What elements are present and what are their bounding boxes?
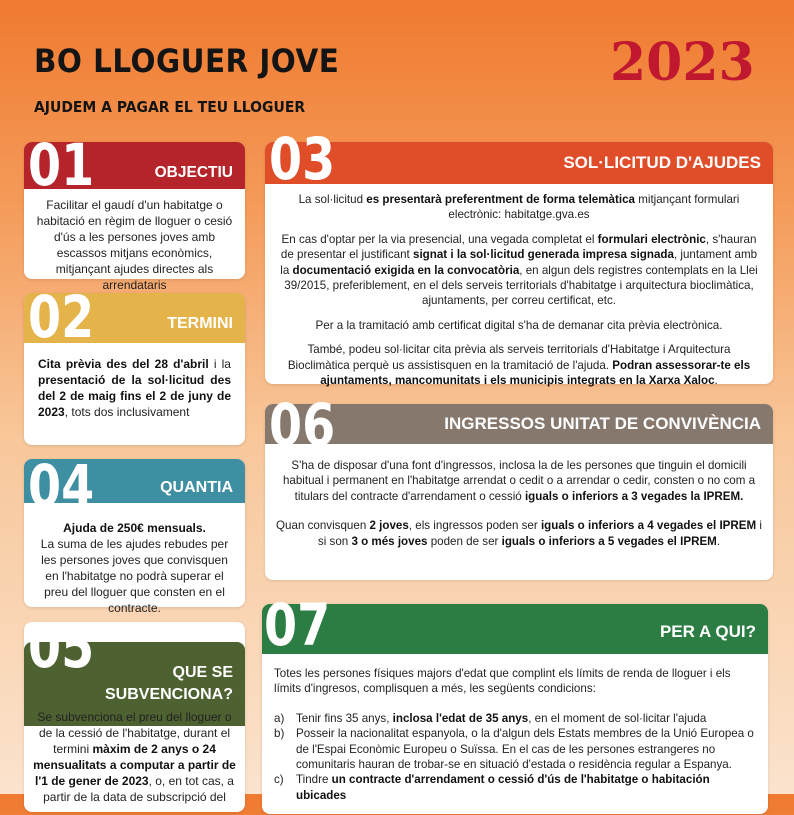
- list-item: [274, 711, 754, 726]
- list-item-text: Tindre un contracte d'arrendament o cessió d'ús de l'habitatge o habitación ubicades: [296, 773, 710, 802]
- list-item-text: Tenir fins 35 anys, inclosa l'edat de 35 anys, en el moment de sol·licitar l'ajuda: [296, 711, 707, 725]
- section-number-02: 02: [28, 283, 95, 351]
- sollicitud-p3: Per a la tramitació amb certificat digital s'ha de demanar cita prèvia electrònica.: [315, 318, 723, 332]
- card-per-a-qui: [262, 591, 768, 814]
- card-termini: [24, 283, 245, 445]
- section-label-per-a-qui: PER A QUI?: [659, 621, 756, 641]
- conditions-list: [274, 711, 754, 803]
- quantia-paragraph: Ajuda de 250€ mensuals. La suma de les ajudes rebudes per les persones joves que convisquen en l'habitatge no podrà superar el preu del lloguer que consten en el contracte.: [40, 521, 229, 615]
- quantia-text: [24, 521, 245, 626]
- objectiu-paragraph: Facilitar el gaudí d'un habitatge o habitació en règim de lloguer o cesió d'ús a les persones joves amb escassos mitjans econòmics, mitjançant ajudes directes als arrendataris: [36, 198, 233, 292]
- sollicitud-text: [265, 192, 773, 397]
- list-marker: c): [274, 773, 284, 787]
- sollicitud-p4: També, podeu sol·licitar cita prèvia als serveis territorials d'Habitatge i Arquitectura Bioclimàtica perquè us assistisquen en la tramitació de l'ajuda. Podran assessorar-te els ajuntaments, mancomunitats i els municipis integrats en la Xarxa Xaloc.: [287, 343, 751, 388]
- que-subvenciona-text: [24, 710, 245, 815]
- termini-paragraph: Cita prèvia des del 28 d'abril i la presentació de la sol·licitud des del 2 de maig fins el 2 de juny de 2023, tots dos inclusivament: [38, 357, 231, 419]
- sollicitud-p1: La sol·licitud es presentarà preferentment de forma telemàtica mitjançant formulari electrònic: habitatge.gva.es: [298, 193, 740, 222]
- section-label-objectiu: OBJECTIU: [154, 164, 233, 182]
- section-number-01: 01: [28, 131, 95, 199]
- page-subtitle: AJUDEM A PAGAR EL TEU LLOGUER: [34, 98, 306, 116]
- termini-text: [24, 357, 245, 430]
- list-item: [274, 726, 754, 772]
- list-marker: a): [274, 711, 285, 725]
- band-ingressos: [265, 404, 773, 444]
- per-a-qui-intro: Totes les persones físiques majors d'edat que complint els límits de renda de lloguer i els límits d'ingresos, complisquen a més, les següents condicions:: [274, 667, 731, 696]
- band-sollicitud: [265, 142, 773, 184]
- card-que-subvenciona: [24, 613, 245, 812]
- card-sollicitud: [265, 125, 773, 388]
- section-label-que-subvenciona: QUE SE SUBVENCIONA?: [104, 664, 233, 703]
- section-number-06: 06: [269, 391, 336, 459]
- card-ingressos: [265, 391, 773, 580]
- year-label: 2023: [610, 32, 755, 93]
- sollicitud-p2: En cas d'optar per la via presencial, una vegada completat el formulari electrònic, s'hauran de presentar el justificant signat i la sol·licitud generada impresa signada, juntament amb la documentació exigida en la convocatòria, en algun dels registres contemplats en la Llei 39/2015, preferiblement, en el dels serveis territorials d'habitatge i arquitectura bioclimàtica, ajuntaments, per correu certificat, etc.: [280, 232, 758, 308]
- section-label-ingressos: INGRESSOS UNITAT DE CONVIVÈNCIA: [444, 413, 761, 433]
- per-a-qui-text: [262, 666, 768, 803]
- section-label-quantia: QUANTIA: [160, 479, 233, 497]
- section-number-05: 05: [28, 613, 95, 681]
- card-objectiu: [24, 131, 245, 292]
- section-label-sollicitud: SOL·LICITUD D'AJUDES: [563, 152, 761, 172]
- section-number-07: 07: [264, 591, 331, 659]
- section-number-03: 03: [269, 125, 336, 193]
- card-quantia: [24, 452, 245, 615]
- list-item-text: Posseir la nacionalitat espanyola, o la d'algun dels Estats membres de la Unió Europea o de l'Espai Econòmic Europeu o Suïssa. En el cas de les persones estrangeres no comunitaris hauran de trobar-se en situació d'estada o residència regular a Espanya.: [296, 727, 754, 772]
- page-title: BO LLOGUER JOVE: [34, 42, 340, 80]
- ingressos-text: [265, 458, 773, 558]
- ingressos-p1: S'ha de disposar d'una font d'ingressos, inclosa la de les persones que tinguin el domicili habitual i permanent en l'habitatge arrendat o cedit o a arrendar o cedir, consten o no com a titulars del contracte d'arrendament o cessió iguals o inferiors a 3 vegades la IPREM.: [282, 459, 756, 503]
- section-number-04: 04: [28, 452, 95, 520]
- list-item: [274, 772, 754, 803]
- list-marker: b): [274, 727, 285, 741]
- band-per-a-qui: [262, 604, 768, 654]
- que-subvenciona-paragraph: Se subvenciona el preu del lloguer o de la cessió de l'habitatge, durant el termini màxim de 2 anys o 24 mensualitats a computar a partir de l'1 de gener de 2023, o, en tot cas, a partir de la data de subscripció del: [33, 710, 236, 804]
- ingressos-p2: Quan convisquen 2 joves, els ingressos poden ser iguals o inferiors a 4 vegades el IPREM i si son 3 o més joves poden de ser iguals o inferiors a 5 vegades el IPREM.: [276, 519, 762, 548]
- section-label-termini: TERMINI: [167, 315, 233, 333]
